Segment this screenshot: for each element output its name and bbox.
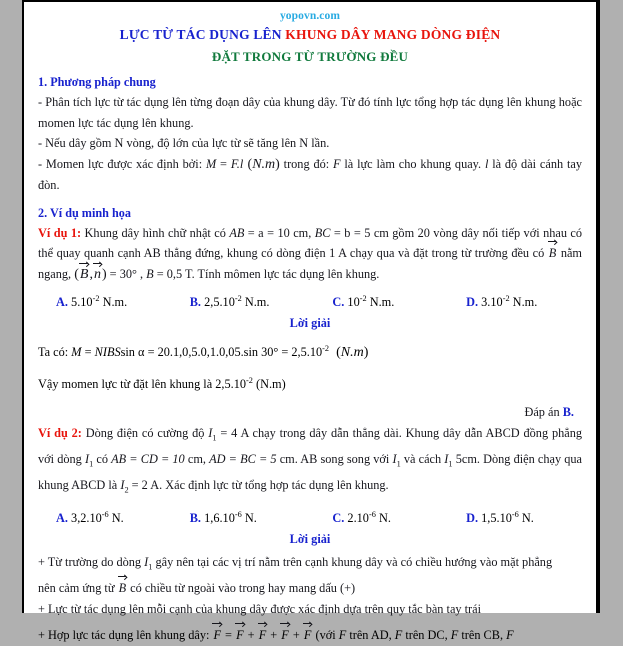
example-2-sub-2: 2 [124, 485, 129, 495]
choice-key: D. [466, 511, 479, 526]
choice-mantissa: 5.10 [71, 295, 93, 310]
section-1-bullet-1: - Phân tích lực từ tác dụng lên từng đoạn dây của khung dây. Từ đó tính lực tổng hợp tác dụng lên khung hoặc momen lực tác dụng lên khung. [38, 95, 582, 130]
example-2-choices [38, 510, 582, 526]
example-1-choice-b[interactable] [190, 294, 333, 310]
sol1-equals: = [81, 345, 95, 360]
e2-sol4-tren-2: trên DC, [402, 628, 451, 643]
example-1-text-d: T. Tính mômen lực tác dụng lên khung. [182, 266, 380, 281]
sol2-exponent: -2 [246, 376, 253, 386]
example-1-angle-group: (B,n) [74, 267, 106, 282]
example-1-vector-B: B [548, 243, 558, 264]
e2-sol4-vector-F3: F [280, 625, 290, 646]
bullet3-symbol-Fl: F.l [230, 156, 244, 171]
e2-sol4-prefix: + Hợp lực tác dụng lên khung dây: [38, 628, 213, 643]
page-title [38, 27, 582, 43]
bullet3-equals: = [216, 156, 231, 171]
choice-key: B. [189, 511, 202, 526]
section-1-bullet-2: - Nếu dây gồm N vòng, độ lớn của lực từ sẽ tăng lên N lần. [38, 136, 330, 150]
choice-key: A. [56, 295, 68, 310]
e2-sol4-tren-1: trên AD, [346, 628, 395, 643]
sol2-suffix: (N.m) [252, 377, 286, 392]
example-2-symbol-I1: I [208, 426, 213, 441]
example-2-label: Ví dụ 2: [38, 426, 82, 441]
example-2-text-e: 5cm. Dòng điện chạy qua khung ABCD là [38, 452, 582, 493]
example-1-label: Ví dụ 1: [38, 225, 82, 240]
example-2-unit-cm-1: cm, [184, 452, 210, 467]
example-1-unit-cm-1: cm, [289, 225, 315, 240]
answer-label: Đáp án [524, 405, 563, 420]
example-2-text-c: có [93, 452, 112, 467]
e2-sol1-symbol-I: I [144, 555, 149, 570]
example-1-eq-AB-val: = a = 10 [244, 225, 290, 240]
e2-sol4-plus-1: + [244, 628, 258, 643]
example-1-statement [38, 223, 582, 286]
sol1-unit-group: (N.m) [336, 345, 369, 361]
sol1-alpha: α [134, 345, 145, 360]
example-1-angle-vec-B: B [79, 265, 90, 286]
page-title-part2: KHUNG DÂY MANG DÒNG ĐIỆN [285, 27, 501, 42]
example-1-unit-cm-2: cm gồm 20 vòng dây nối tiếp với nhau có thể quay quanh cạnh AB thẳng đứng, khung có dòng điện 1 A chạy qua và đặt trong từ trường đều có [38, 225, 583, 260]
e2-sol2-vector-B: B [118, 578, 128, 599]
example-2-choice-b[interactable] [190, 510, 333, 526]
example-2-solution-line-2 [38, 578, 582, 599]
document-page-container [22, 0, 600, 643]
example-2-statement [38, 423, 582, 501]
e2-sol4-symbol-Fa: F [338, 628, 347, 643]
example-1-eq-AB: AB [229, 225, 245, 240]
example-1-angle-vec-n: n [93, 265, 102, 286]
choice-exponent: -2 [359, 294, 367, 303]
example-1-angle-value: = 30° [106, 266, 137, 281]
choice-exponent: -6 [101, 510, 109, 520]
choice-mantissa: 2.10 [347, 511, 369, 526]
e2-sol4-vector-F1: F [235, 625, 245, 646]
example-2-sub-1: 1 [212, 433, 217, 443]
choice-mantissa: 2,5.10 [204, 295, 235, 310]
section-2-heading: 2. Ví dụ minh họa [38, 205, 131, 220]
choice-key: C. [332, 511, 345, 526]
bullet3-unit-group: (N.m) [247, 156, 280, 172]
example-1-choice-d[interactable] [466, 294, 582, 310]
example-2-text-a: Dòng điện có cường độ [81, 426, 209, 441]
choice-unit: N.m. [241, 295, 270, 310]
choice-unit: N. [108, 511, 124, 526]
choice-exponent: -6 [511, 510, 519, 520]
example-1-solution-line-1 [38, 338, 582, 363]
example-1-text-b: nằm ngang, [38, 246, 582, 281]
bullet3-symbol-M: M [205, 156, 217, 171]
e2-sol4-vector-F2: F [258, 625, 268, 646]
site-watermark: yopovn.com [279, 10, 341, 22]
e2-sol4-symbol-Fd: F [506, 628, 514, 643]
sol1-prefix: Ta có: [38, 345, 72, 360]
choice-unit: N.m. [366, 295, 395, 310]
example-2-eq-ADBC: AD = BC = 5 [209, 452, 277, 467]
choice-unit: N.m. [509, 295, 538, 310]
choice-unit: N. [518, 511, 534, 526]
sol1-exponent: -2 [322, 344, 330, 354]
bullet3-prefix: - Momen lực được xác định bởi: [38, 156, 206, 171]
bullet3-symbol-F2: F [333, 156, 341, 171]
choice-exponent: -2 [502, 294, 510, 303]
example-2-text-d: và cách [400, 452, 445, 467]
example-2-unit-cm-2: cm. AB song song với [276, 452, 393, 467]
choice-exponent: -2 [234, 294, 242, 303]
example-2-solution-line-3: + Lực từ tác dụng lên mỗi cạnh của khung dây được xác định dựa trên quy tắc bàn tay trái [38, 601, 482, 616]
bullet3-mid: trong đó: [279, 156, 334, 171]
example-1-eq-BC: BC [314, 225, 331, 240]
bullet3-end: là độ dài cánh tay đòn. [38, 156, 582, 192]
choice-key: C. [332, 295, 345, 310]
example-2-symbol-I2: I [120, 478, 125, 493]
choice-mantissa: 1,5.10 [481, 511, 512, 526]
choice-unit: N. [375, 511, 391, 526]
sol1-unit: N.m [340, 345, 364, 361]
e2-sol1-suffix: gây nên tại các vị trí nằm trên cạnh khung dây và có chiều hướng vào mặt phẳng [152, 555, 553, 570]
e2-sol2-suffix: có chiều từ ngoài vào trong hay mang dấu (+) [127, 581, 356, 596]
page-title-part1: LỰC TỪ TÁC DỤNG LÊN [119, 27, 286, 42]
choice-key: B. [189, 295, 202, 310]
example-1-symbol-B: B [146, 266, 154, 281]
e2-sol4-mid: (với [312, 628, 339, 643]
e2-sol4-plus-3: + [289, 628, 303, 643]
example-2-symbol-I1d: I [444, 452, 449, 467]
e2-sol4-plus-2: + [267, 628, 281, 643]
page-subtitle: ĐẶT TRONG TỪ TRƯỜNG ĐỀU [211, 49, 409, 64]
example-2-solution-line-1 [38, 552, 582, 578]
answer-value: B. [562, 405, 574, 420]
example-2-choice-a[interactable] [56, 510, 190, 526]
example-1-value-B: = 0,5 [153, 266, 183, 281]
choice-exponent: -6 [368, 510, 376, 520]
bullet3-symbol-l: l [484, 156, 489, 171]
example-1-eq-BC-val: = b = 5 [330, 225, 371, 240]
e2-sol2-prefix: nên cảm ứng từ [38, 581, 118, 596]
e2-sol4-tren-3: trên CB, [458, 628, 507, 643]
example-2-text-b: A chạy trong dây dẫn thẳng dài. Khung dây dẫn ABCD đồng phẳng với dòng [38, 426, 582, 467]
choice-exponent: -2 [92, 294, 100, 303]
example-1-answer [38, 405, 582, 420]
sol2-prefix: Vậy momen lực từ đặt lên khung là 2,5.10 [38, 377, 246, 392]
example-1-choice-a[interactable] [56, 294, 190, 310]
sol1-sin: sin [120, 345, 135, 360]
example-1-choices [38, 294, 582, 310]
bullet3-unit: N.m [252, 156, 276, 172]
e2-sol4-symbol-Fb: F [394, 628, 403, 643]
choice-mantissa: 10 [347, 295, 360, 310]
e2-sol4-symbol-Fc: F [450, 628, 459, 643]
example-1-text-c: , [136, 266, 147, 281]
sol1-symbol-NIBS: NIBS [94, 345, 121, 360]
example-2-choice-c[interactable] [332, 510, 466, 526]
sol1-expression: = 20.1,0,5.0,1.0,05.sin 30° = 2,5.10 [144, 345, 323, 360]
section-1-heading: 1. Phương pháp chung [38, 75, 156, 89]
example-2-solution-heading: Lời giải [289, 532, 331, 547]
example-2-I2-value: = 2 [128, 478, 148, 493]
e2-sol1-sub: 1 [148, 562, 153, 572]
example-1-solution-heading: Lời giải [289, 316, 331, 331]
example-2-sub-1c: 1 [396, 459, 401, 469]
e2-sol4-vector-F: F [212, 625, 222, 646]
choice-mantissa: 1,6.10 [204, 511, 235, 526]
example-2-eq-ABCD: AB = CD = 10 [111, 452, 185, 467]
e2-sol1-prefix: + Từ trường do dòng [38, 555, 145, 570]
e2-sol4-vector-F4: F [303, 625, 313, 646]
document-page [24, 2, 596, 646]
example-1-solution-line-2 [38, 370, 582, 395]
e2-sol4-equals: = [221, 628, 236, 643]
example-2-sub-1d: 1 [448, 459, 453, 469]
example-2-I1-value: = 4 [216, 426, 238, 441]
choice-exponent: -6 [234, 510, 242, 520]
choice-key: D. [466, 295, 479, 310]
choice-unit: N. [241, 511, 257, 526]
example-1-choice-c[interactable] [332, 294, 466, 310]
example-2-choice-d[interactable] [466, 510, 582, 526]
choice-mantissa: 3,2.10 [71, 511, 102, 526]
example-2-solution-line-4 [38, 625, 582, 646]
choice-mantissa: 3.10 [481, 295, 503, 310]
choice-key: A. [56, 511, 68, 526]
example-2-text-f: A. Xác định lực từ tổng hợp tác dụng lên khung. [147, 478, 389, 493]
example-1-text-a: Khung dây hình chữ nhật có [81, 225, 230, 240]
choice-unit: N.m. [99, 295, 128, 310]
example-2-sub-1b: 1 [89, 459, 94, 469]
bullet3-mid2: là lực làm cho khung quay. [340, 156, 485, 171]
example-2-symbol-I1c: I [392, 452, 397, 467]
section-1-bullet-3 [38, 154, 582, 196]
sol1-symbol-M: M [71, 345, 82, 360]
example-2-symbol-I1b: I [84, 452, 90, 467]
